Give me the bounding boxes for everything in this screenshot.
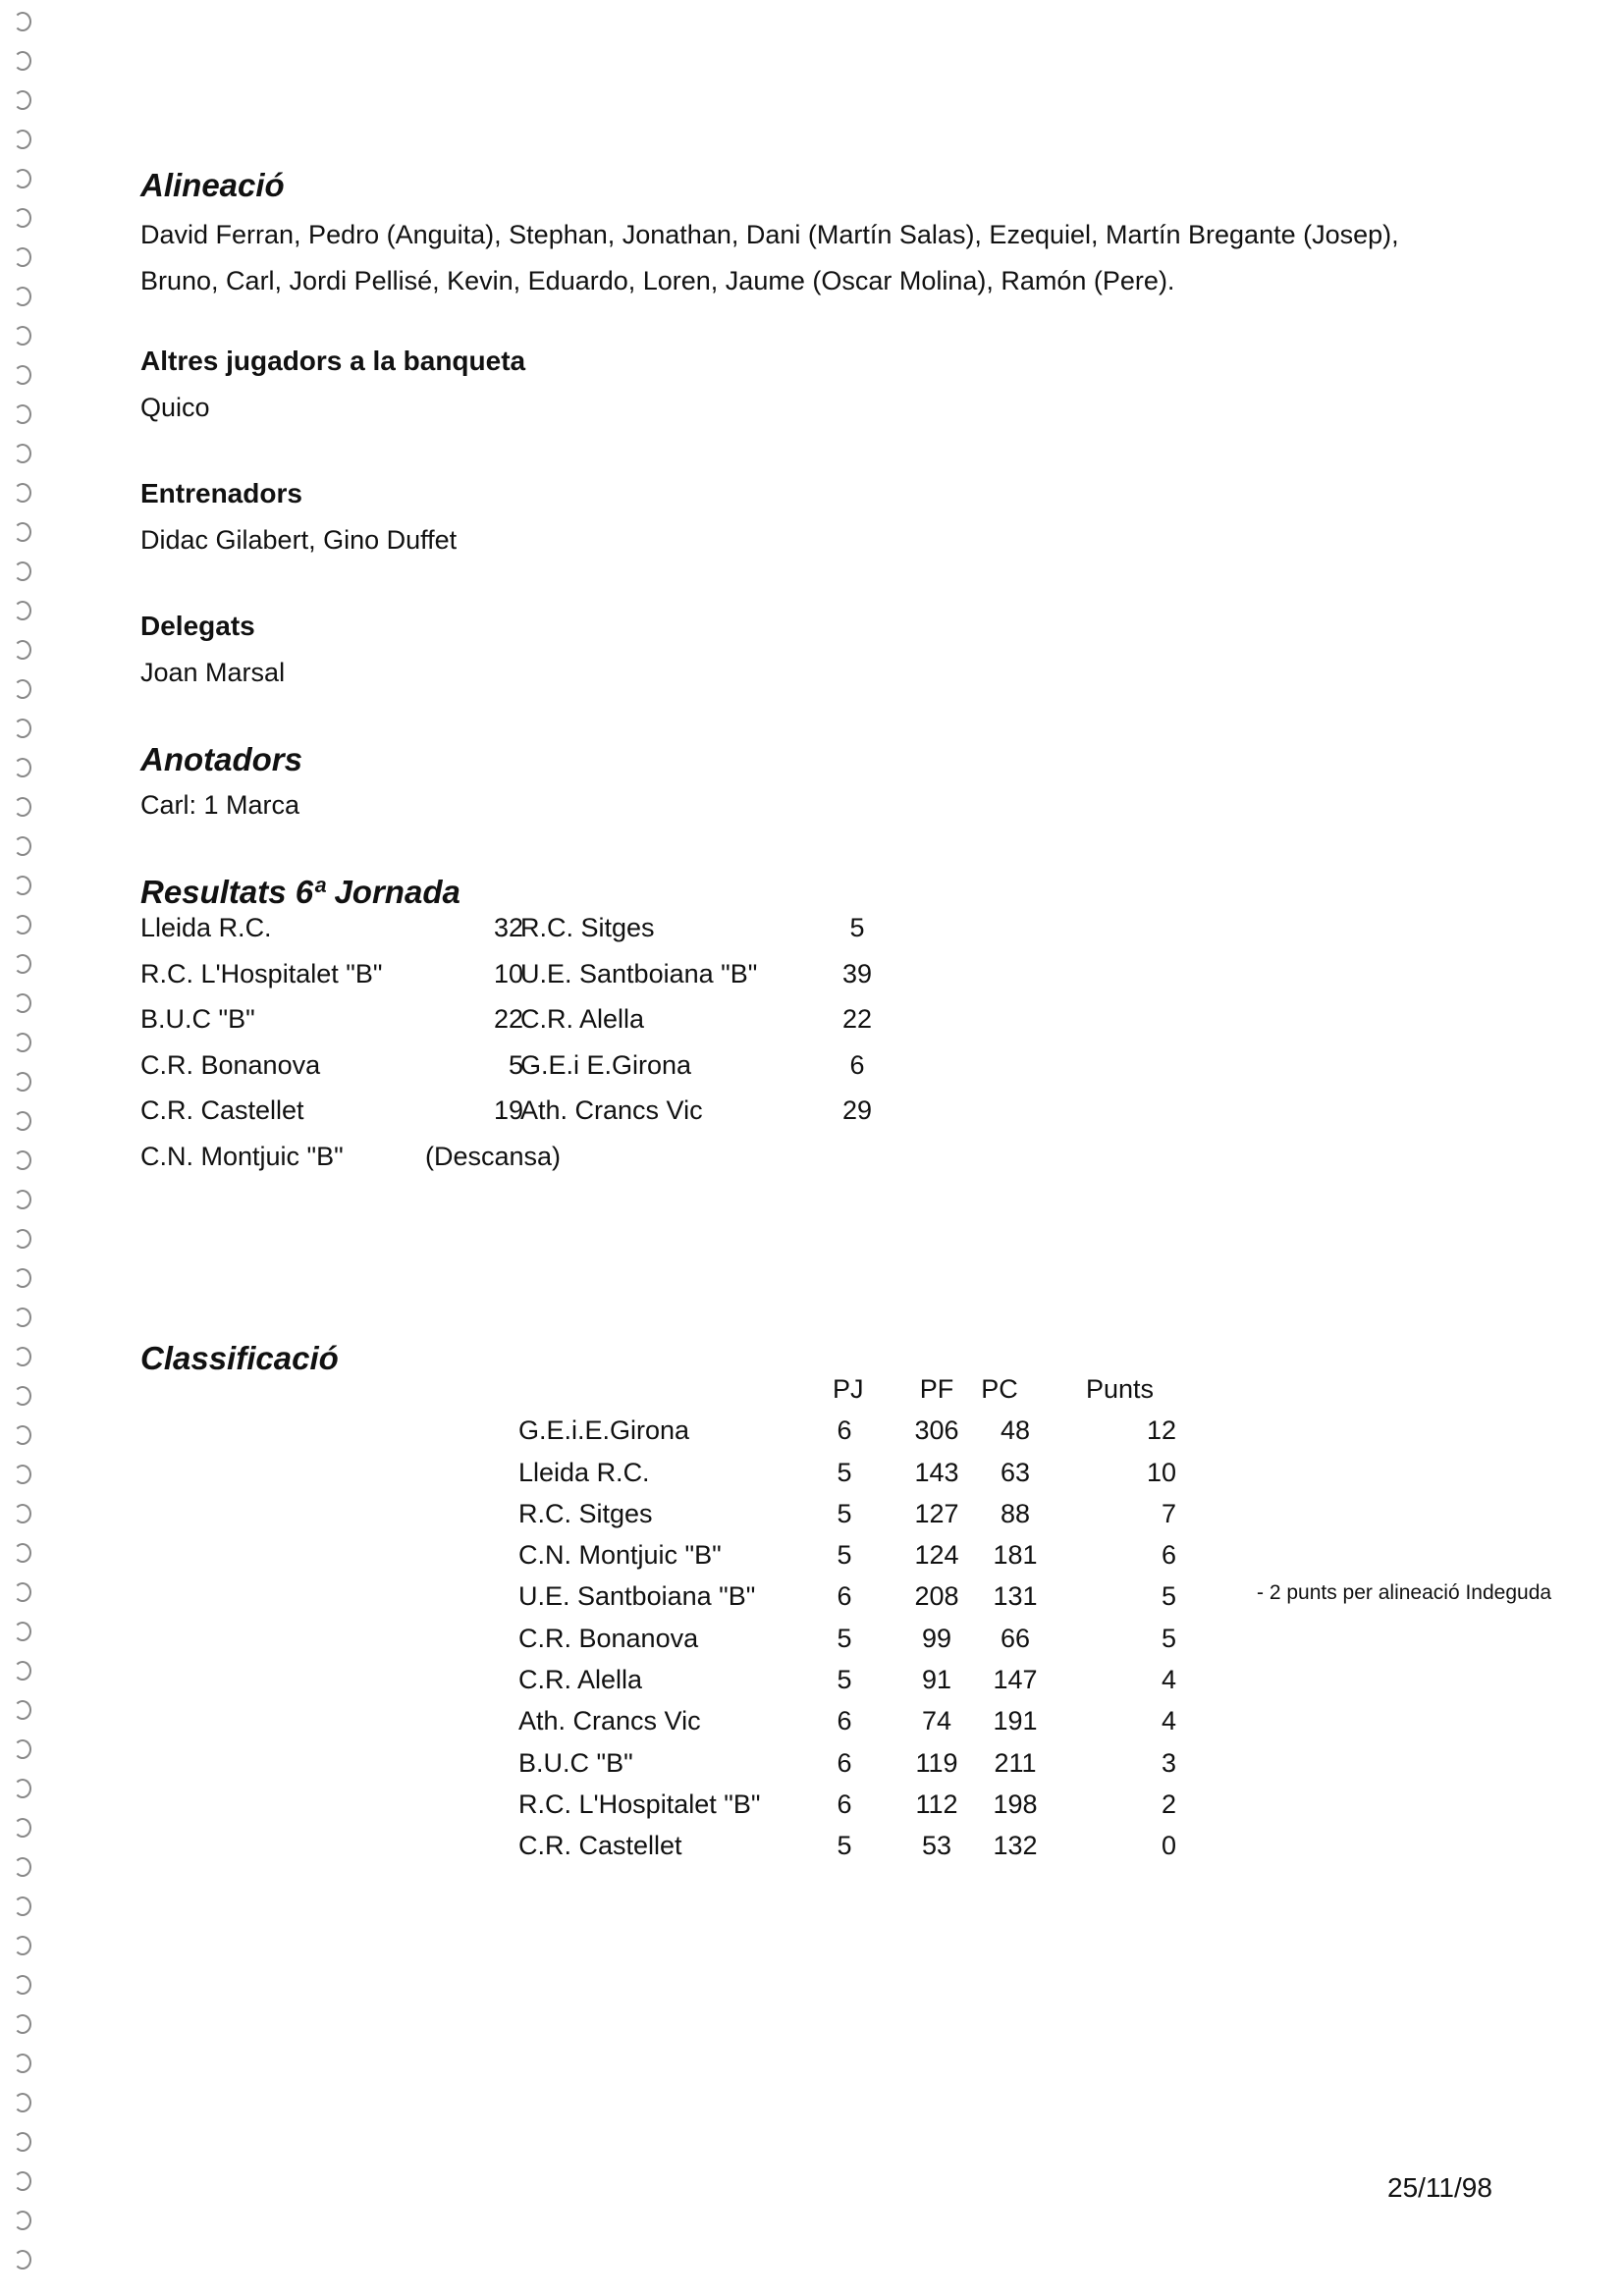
banqueta-text: Quico xyxy=(140,393,210,422)
binding-hole xyxy=(14,1622,31,1641)
team-cell: B.U.C "B" xyxy=(518,1747,633,1778)
team-cell: C.R. Alella xyxy=(518,1665,643,1695)
punts-cell: 3 xyxy=(1161,1747,1176,1778)
binding-hole xyxy=(14,1072,31,1092)
home-score: 19 xyxy=(493,1095,523,1125)
punts-cell: 12 xyxy=(1146,1415,1176,1446)
binding-holes xyxy=(14,0,37,2296)
pf-cell: 208 xyxy=(914,1581,959,1612)
binding-hole xyxy=(14,326,31,346)
pj-cell: 6 xyxy=(837,1581,852,1612)
pc-cell: 88 xyxy=(1000,1498,1031,1528)
col-punts: Punts xyxy=(1086,1374,1155,1404)
binding-hole xyxy=(14,1347,31,1366)
section-delegats xyxy=(140,611,285,696)
away-team: G.E.i E.Girona xyxy=(520,1049,692,1080)
pc-cell: 48 xyxy=(1000,1415,1031,1446)
team-cell: R.C. L'Hospitalet "B" xyxy=(518,1789,761,1819)
pj-cell: 5 xyxy=(837,1457,852,1487)
team-cell: U.E. Santboiana "B" xyxy=(518,1581,756,1612)
binding-hole xyxy=(14,954,31,974)
binding-hole xyxy=(14,758,31,777)
home-team: R.C. L'Hospitalet "B" xyxy=(140,958,383,988)
binding-hole xyxy=(14,915,31,934)
team-cell: C.R. Bonanova xyxy=(518,1623,699,1653)
punts-cell: 5 xyxy=(1161,1623,1176,1653)
binding-hole xyxy=(14,876,31,895)
binding-hole xyxy=(14,169,31,188)
binding-hole xyxy=(14,1936,31,1955)
binding-hole xyxy=(14,1779,31,1798)
binding-hole xyxy=(14,287,31,306)
binding-hole xyxy=(14,1543,31,1563)
binding-hole xyxy=(14,719,31,738)
pf-cell: 124 xyxy=(914,1540,959,1571)
col-pf: PF xyxy=(919,1374,954,1404)
col-pc: PC xyxy=(981,1374,1018,1404)
binding-hole xyxy=(14,1308,31,1327)
binding-hole xyxy=(14,836,31,856)
home-score: 22 xyxy=(493,1004,523,1034)
punts-cell: 4 xyxy=(1161,1665,1176,1695)
away-score: 6 xyxy=(849,1049,865,1080)
binding-hole xyxy=(14,2054,31,2073)
binding-hole xyxy=(14,1582,31,1602)
binding-hole xyxy=(14,1700,31,1720)
pj-cell: 5 xyxy=(837,1665,852,1695)
binding-hole xyxy=(14,679,31,699)
punts-cell: 6 xyxy=(1161,1540,1176,1571)
binding-hole xyxy=(14,208,31,228)
rest-team: C.N. Montjuic "B" xyxy=(140,1141,344,1171)
punts-cell: 5 xyxy=(1161,1581,1176,1612)
binding-hole xyxy=(14,1425,31,1445)
binding-hole xyxy=(14,522,31,542)
alineacio-line-2: Bruno, Carl, Jordi Pellisé, Kevin, Eduardo, Loren, Jaume (Oscar Molina), Ramón (Pere). xyxy=(140,266,1175,295)
team-cell: C.N. Montjuic "B" xyxy=(518,1540,722,1571)
punts-cell: 2 xyxy=(1161,1789,1176,1819)
pj-cell: 5 xyxy=(837,1540,852,1571)
binding-hole xyxy=(14,601,31,620)
binding-hole xyxy=(14,404,31,424)
pf-cell: 143 xyxy=(914,1457,959,1487)
rest-label: (Descansa) xyxy=(425,1141,562,1171)
delegats-text: Joan Marsal xyxy=(140,658,286,687)
home-score: 10 xyxy=(493,958,523,988)
binding-hole xyxy=(14,1739,31,1759)
binding-hole xyxy=(14,1229,31,1249)
pj-cell: 5 xyxy=(837,1831,852,1861)
punts-cell: 0 xyxy=(1161,1831,1176,1861)
punts-cell: 10 xyxy=(1146,1457,1176,1487)
pf-cell: 91 xyxy=(921,1665,952,1695)
entrenadors-text: Didac Gilabert, Gino Duffet xyxy=(140,525,458,555)
binding-hole xyxy=(14,1268,31,1288)
home-team: C.R. Castellet xyxy=(140,1095,304,1125)
binding-hole xyxy=(14,1818,31,1838)
binding-hole xyxy=(14,247,31,267)
pf-cell: 74 xyxy=(921,1706,952,1736)
away-score: 22 xyxy=(841,1004,873,1034)
binding-hole xyxy=(14,12,31,31)
binding-hole xyxy=(14,130,31,149)
binding-hole xyxy=(14,1465,31,1484)
away-team: R.C. Sitges xyxy=(520,913,655,942)
binding-hole xyxy=(14,483,31,503)
binding-hole xyxy=(14,1033,31,1052)
section-anotadors xyxy=(140,741,302,828)
pc-cell: 191 xyxy=(993,1706,1038,1736)
pc-cell: 66 xyxy=(1000,1623,1031,1653)
binding-hole xyxy=(14,1857,31,1877)
binding-hole xyxy=(14,993,31,1013)
home-team: B.U.C "B" xyxy=(140,1004,255,1034)
binding-hole xyxy=(14,797,31,817)
section-entrenadors xyxy=(140,478,457,563)
binding-hole xyxy=(14,1504,31,1523)
pf-cell: 127 xyxy=(914,1498,959,1528)
section-alineacio xyxy=(140,167,1399,304)
entrenadors-heading: Entrenadors xyxy=(140,478,302,508)
pj-cell: 6 xyxy=(837,1747,852,1778)
team-cell: R.C. Sitges xyxy=(518,1498,653,1528)
binding-hole xyxy=(14,444,31,463)
delegats-heading: Delegats xyxy=(140,611,255,641)
footer-date: 25/11/98 xyxy=(1387,2172,1492,2203)
punts-cell: 7 xyxy=(1161,1498,1176,1528)
resultats-heading: Resultats 6ª Jornada xyxy=(140,874,460,910)
pf-cell: 53 xyxy=(921,1831,952,1861)
binding-hole xyxy=(14,1896,31,1916)
pc-cell: 198 xyxy=(993,1789,1038,1819)
binding-hole xyxy=(14,640,31,660)
binding-hole xyxy=(14,1190,31,1209)
pc-cell: 147 xyxy=(993,1665,1038,1695)
pj-cell: 6 xyxy=(837,1415,852,1446)
pf-cell: 112 xyxy=(915,1789,958,1819)
binding-hole xyxy=(14,2171,31,2191)
pc-cell: 63 xyxy=(1000,1457,1031,1487)
section-banqueta xyxy=(140,346,525,431)
team-cell: C.R. Castellet xyxy=(518,1831,682,1861)
away-score: 29 xyxy=(841,1095,873,1125)
home-team: C.R. Bonanova xyxy=(140,1049,321,1080)
col-pj: PJ xyxy=(833,1374,864,1404)
away-team: U.E. Santboiana "B" xyxy=(520,958,758,988)
anotadors-heading: Anotadors xyxy=(140,741,302,777)
binding-hole xyxy=(14,365,31,385)
resultats-heading-block xyxy=(140,874,460,911)
binding-hole xyxy=(14,2211,31,2230)
binding-hole xyxy=(14,90,31,110)
binding-hole xyxy=(14,1150,31,1170)
away-score: 39 xyxy=(841,958,873,988)
away-team: Ath. Crancs Vic xyxy=(520,1095,703,1125)
binding-hole xyxy=(14,51,31,71)
pc-cell: 181 xyxy=(993,1540,1038,1571)
pf-cell: 99 xyxy=(921,1623,952,1653)
classificacio-heading: Classificació xyxy=(140,1340,339,1376)
pc-cell: 211 xyxy=(994,1747,1037,1778)
binding-hole xyxy=(14,1386,31,1406)
pf-cell: 306 xyxy=(914,1415,959,1446)
binding-hole xyxy=(14,2093,31,2112)
alineacio-heading: Alineació xyxy=(140,167,285,203)
note-cell: - 2 punts per alineació Indeguda xyxy=(1257,1581,1552,1605)
home-score: 5 xyxy=(508,1049,523,1080)
punts-cell: 4 xyxy=(1161,1706,1176,1736)
pj-cell: 5 xyxy=(837,1498,852,1528)
pj-cell: 5 xyxy=(837,1623,852,1653)
team-cell: Ath. Crancs Vic xyxy=(518,1706,701,1736)
pf-cell: 119 xyxy=(915,1747,958,1778)
banqueta-heading: Altres jugadors a la banqueta xyxy=(140,346,526,376)
team-cell: G.E.i.E.Girona xyxy=(518,1415,690,1446)
home-score: 32 xyxy=(493,913,523,942)
pj-cell: 6 xyxy=(837,1706,852,1736)
alineacio-line-1: David Ferran, Pedro (Anguita), Stephan, Jonathan, Dani (Martín Salas), Ezequiel, Martín Bregante (Josep), xyxy=(140,220,1399,249)
classificacio-heading-block xyxy=(140,1340,339,1377)
pc-cell: 131 xyxy=(993,1581,1038,1612)
binding-hole xyxy=(14,1975,31,1995)
away-score: 5 xyxy=(849,913,865,942)
binding-hole xyxy=(14,2132,31,2152)
binding-hole xyxy=(14,561,31,581)
binding-hole xyxy=(14,1661,31,1681)
binding-hole xyxy=(14,1111,31,1131)
binding-hole xyxy=(14,2014,31,2034)
away-team: C.R. Alella xyxy=(520,1004,645,1034)
home-team: Lleida R.C. xyxy=(140,913,272,942)
team-cell: Lleida R.C. xyxy=(518,1457,650,1487)
pc-cell: 132 xyxy=(993,1831,1038,1861)
binding-hole xyxy=(14,2250,31,2269)
anotadors-text: Carl: 1 Marca xyxy=(140,790,300,820)
pj-cell: 6 xyxy=(837,1789,852,1819)
